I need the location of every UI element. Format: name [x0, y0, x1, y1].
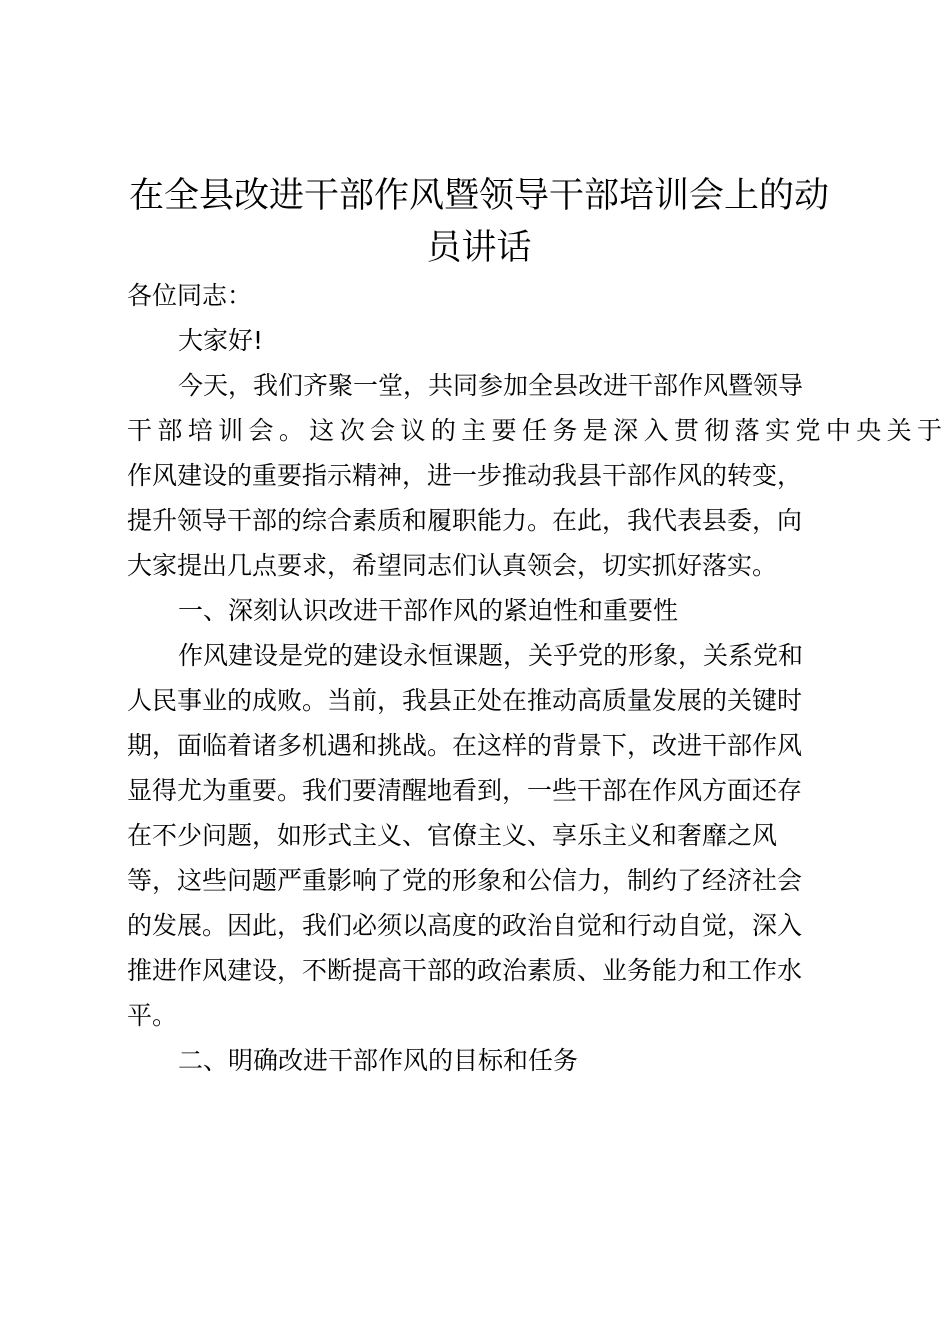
document-title-line-2: 员讲话 — [426, 228, 532, 268]
section-heading-1: 一、深刻认识改进干部作风的紧迫性和重要性 — [178, 596, 679, 625]
paragraph-line: 作风建设是党的建设永恒课题，关乎党的形象，关系党和 — [178, 641, 804, 670]
paragraph-line: 提升领导干部的综合素质和履职能力。在此，我代表县委，向 — [127, 506, 803, 535]
paragraph-line: 显得尤为重要。我们要清醒地看到，一些干部在作风方面还存 — [127, 776, 803, 805]
greeting: 大家好! — [178, 326, 264, 355]
paragraph-line: 今天，我们齐聚一堂，共同参加全县改进干部作风暨领导 — [178, 371, 804, 400]
paragraph-line: 推进作风建设，不断提高干部的政治素质、业务能力和工作水 — [127, 956, 803, 985]
paragraph-line: 期，面临着诸多机遇和挑战。在这样的背景下，改进干部作风 — [127, 731, 803, 760]
section-heading-2: 二、明确改进干部作风的目标和任务 — [178, 1046, 579, 1075]
paragraph-line: 等，这些问题严重影响了党的形象和公信力，制约了经济社会 — [127, 866, 803, 895]
paragraph-line: 作风建设的重要指示精神，进一步推动我县干部作风的转变， — [127, 461, 803, 490]
paragraph-line: 在不少问题，如形式主义、官僚主义、享乐主义和奢靡之风 — [127, 821, 778, 850]
paragraph-line: 的发展。因此，我们必须以高度的政治自觉和行动自觉，深入 — [127, 911, 803, 940]
salutation: 各位同志： — [127, 281, 253, 310]
paragraph-line: 人民事业的成败。当前，我县正处在推动高质量发展的关键时 — [127, 686, 803, 715]
document-title-line-1: 在全县改进干部作风暨领导干部培训会上的动 — [128, 176, 829, 216]
paragraph-line: 干部培训会。这次会议的主要任务是深入贯彻落实党中央关于 — [127, 416, 942, 445]
paragraph-line: 平。 — [127, 1001, 178, 1030]
paragraph-line: 大家提出几点要求，希望同志们认真领会，切实抓好落实。 — [127, 551, 778, 580]
